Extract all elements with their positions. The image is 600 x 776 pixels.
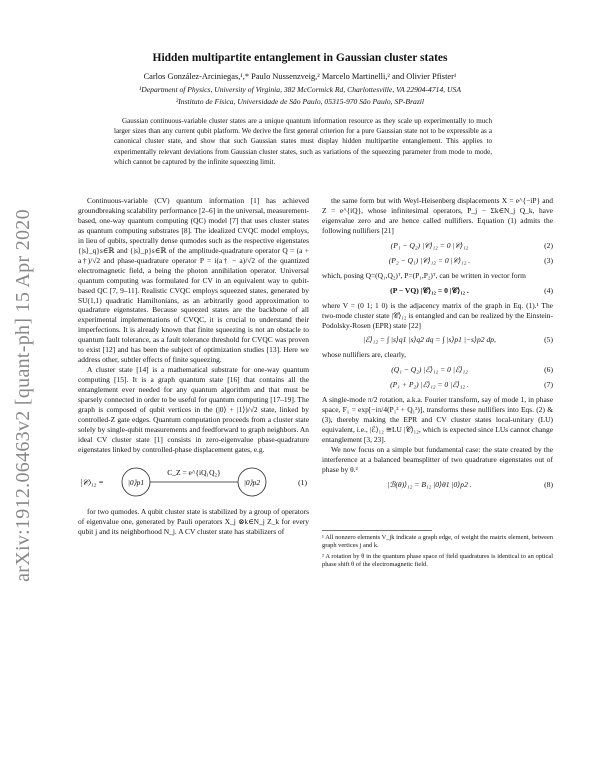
equation-6-body: (Q₁ − Q₂) |ℰ⟩₁₂ = 0 |ℰ⟩₁₂	[391, 365, 468, 375]
equation-7	[322, 380, 553, 390]
abstract: Gaussian continuous-variable cluster states are a unique quantum information resource as they scale up experimentally to much larger sizes than any current qubit platform. We derive the first general criterion for a pure Gaussian state not to be expressible as a canonical cluster state, and show that such Gaussian states must display hidden multipartite entanglement. This applies to experimentally relevant deviations from Gaussian cluster states, such as variations of the squeezing parameter from mode to mode, which cannot be captured by the infinite squeezing limit.	[114, 117, 492, 166]
equation-8	[322, 480, 553, 490]
affiliation-2: ²Instituto de Física, Universidade de São Paulo, 05315-970 São Paulo, SP-Brazil	[176, 97, 424, 106]
eq1-lhs: |𝒞⟩₁₂ =	[80, 477, 104, 487]
node-2-label: |0⟩p2	[243, 477, 261, 487]
equation-5-body: |ℰ⟩₁₂ = ∫ |s⟩q1 |s⟩q2 dq = ∫ |s⟩p1 |−s⟩p2 dp,	[363, 335, 496, 345]
equation-4-body: (P − VQ) |𝒞⟩₁₂ = 0 |𝒞⟩₁₂ .	[390, 285, 469, 295]
affiliation-1: ¹Department of Physics, University of Virginia, 382 McCormick Rd, Charlottesville, VA 22904-4714, USA	[139, 85, 461, 94]
node-1-label: |0⟩p1	[127, 477, 145, 487]
beamsplitter-paragraph: We now focus on a simple but fundamental case: the state created by the interference at a balanced beamsplitter of two quadrature eigenstates out of phase by θ.²	[322, 445, 553, 474]
eq1-number: (1)	[298, 477, 307, 487]
equation-2	[322, 241, 553, 251]
equation-3	[322, 256, 553, 266]
equation-6-number: (6)	[544, 365, 553, 375]
equation-8-body: |ℬ(θ)⟩₁₂ = B₁₂ |0⟩θ1 |0⟩p2 .	[387, 479, 472, 489]
cluster-state-paragraph: A cluster state [14] is a mathematical substrate for one-way quantum computing [15]. It is a graph quantum state [16] that contains all the entanglement ever needed for any quantum algorithm and that must be sparsely connected in order to be useful for quantum computing [17–19]. The graph is composed of qubit vertices in the (|0⟩ + |1⟩)/√2 state, linked by controlled-Z gate edges. Quantum computation proceeds from a cluster state solely by single-qubit measurements and feedforward to graph neighbors. An ideal CV cluster state [1] consists in zero-eigenvalue phase-quadrature eigenstates linked by controlled-phase displacement gates, e.g.	[78, 365, 309, 454]
equation-4-number: (4)	[544, 285, 553, 295]
epr-nullifier-paragraph: whose nullifiers are, clearly,	[322, 350, 406, 360]
author-list: Carlos González-Arciniegas,¹,* Paulo Nussenzveig,² Marcelo Martinelli,² and Olivier Pfister¹	[143, 72, 457, 81]
stabilizer-paragraph: for two qumodes. A qubit cluster state is stabilized by a group of operators of eigenvalue one, generated by Pauli operators X_j ⊗k∈N_j Z_k for every qubit j and its neighborhood N_j. A CV cluster state has stabilizers of	[78, 506, 309, 536]
adjacency-paragraph: where V = (0 1; 1 0) is the adjacency matrix of the graph in Eq. (1).¹ The two-mode cluster state |𝒞⟩₁₂ is entangled and can be realized by the Einstein-Podolsky-Rosen (EPR) state [22]	[322, 300, 553, 330]
equation-2-number: (2)	[544, 240, 553, 250]
paper-title: Hidden multipartite entanglement in Gaussian cluster states	[152, 52, 448, 64]
right-column	[322, 196, 553, 570]
equation-7-number: (7)	[544, 380, 553, 390]
nullifier-paragraph: the same form but with Weyl-Heisenberg displacements X = e^{−iP} and Z = e^{iQ}, whose infinitesimal operators, P_j − Σk∈N_j Q_k, have eigenvalue zero and are hence called nullifiers. Equation (1) admits the following nullifiers [21]	[322, 196, 553, 235]
equation-4	[322, 286, 553, 296]
arxiv-stamp-text: arXiv:1912.06463v2 [quant-ph] 15 Apr 2020	[11, 208, 34, 582]
equation-3-body: (P₂ − Q₁) |𝒞⟩₁₂ = 0 |𝒞⟩₁₂ .	[388, 255, 471, 265]
equation-8-number: (8)	[544, 479, 553, 489]
cz-gate-label: C_Z = e^{iQ₁Q₂}	[167, 467, 221, 477]
arxiv-stamp	[4, 200, 42, 590]
equation-5-number: (5)	[544, 335, 553, 345]
footnote-1: ¹ All nonzero elements V_jk indicate a graph edge, of weight the matrix element, between graph vertices j and k.	[322, 533, 553, 550]
equation-2-body: (P₁ − Q₂) |𝒞⟩₁₂ = 0 |𝒞⟩₁₂	[390, 240, 469, 250]
footnote-2: ² A rotation by θ in the quantum phase space of field quadratures is identical to an optical phase shift θ of the electromagnetic field.	[322, 553, 553, 569]
fourier-paragraph: A single-mode π/2 rotation, a.k.a. Fourier transform, say of mode 1, in phase space, F₁ = exp[−iπ/4(P₁² + Q₁²)], transforms these nullifiers into Eqs. (2) & (3), thereby making the EPR and CV cluster states local-unitary (LU) equivalent, i.e., |ℰ⟩₁₂ ≅LU |𝒞⟩₁₂, which is expected since LUs cannot change entanglement [3, 23].	[322, 395, 553, 445]
intro-paragraph: Continuous-variable (CV) quantum information [1] has achieved groundbreaking scalability performance [2–6] in the universal, measurement-based, one-way quantum computing (QC) model [7] that uses cluster states as quantum computing substrates [8]. The idealized CVQC model employs, in lieu of qubits, spectrally dense qumodes such as the respective eigenstates {|s⟩_q}s∈ℝ and {|s⟩_p}s∈ℝ of the amplitude-quadrature operator Q = (a + a†)/√2 and phase-quadrature operator P = i(a† − a)/√2 of the quantized electromagnetic field, a being the photon annihilation operator. Universal quantum computing was formulated for CV in an equivalent way to qubit-based QC [7, 9–11]. Realistic CVQC employs squeezed states, generated by SU(1,1) quadratic Hamiltonians, as an arbitrarily good approximation to quadrature eigenstates. Because squeezed states are the backbone of all experimental implementations of CVQC, it is crucial to understand their imperfections. It is already known that finite squeezing is not an obstacle to quantum fault tolerance, as a fault tolerance threshold for CVQC was proven to exist [12] and has been the subject of optimization studies [13]. Here we address other, subtler effects of finite squeezing.	[78, 196, 309, 365]
equation-6	[322, 365, 553, 375]
equation-7-body: (P₁ + P₂) |ℰ⟩₁₂ = 0 |ℰ⟩₁₂ .	[390, 380, 469, 390]
vector-form-paragraph: which, posing Q=(Q₁,Q₂)ᵀ, P=(P₁,P₂)ᵀ, can be written in vector form	[322, 270, 526, 280]
footnote-rule	[322, 530, 432, 531]
left-column	[78, 196, 309, 537]
equation-3-number: (3)	[544, 255, 553, 265]
circuit-diagram	[78, 461, 309, 503]
equation-5	[322, 335, 553, 345]
equation-1-circuit	[78, 461, 309, 503]
